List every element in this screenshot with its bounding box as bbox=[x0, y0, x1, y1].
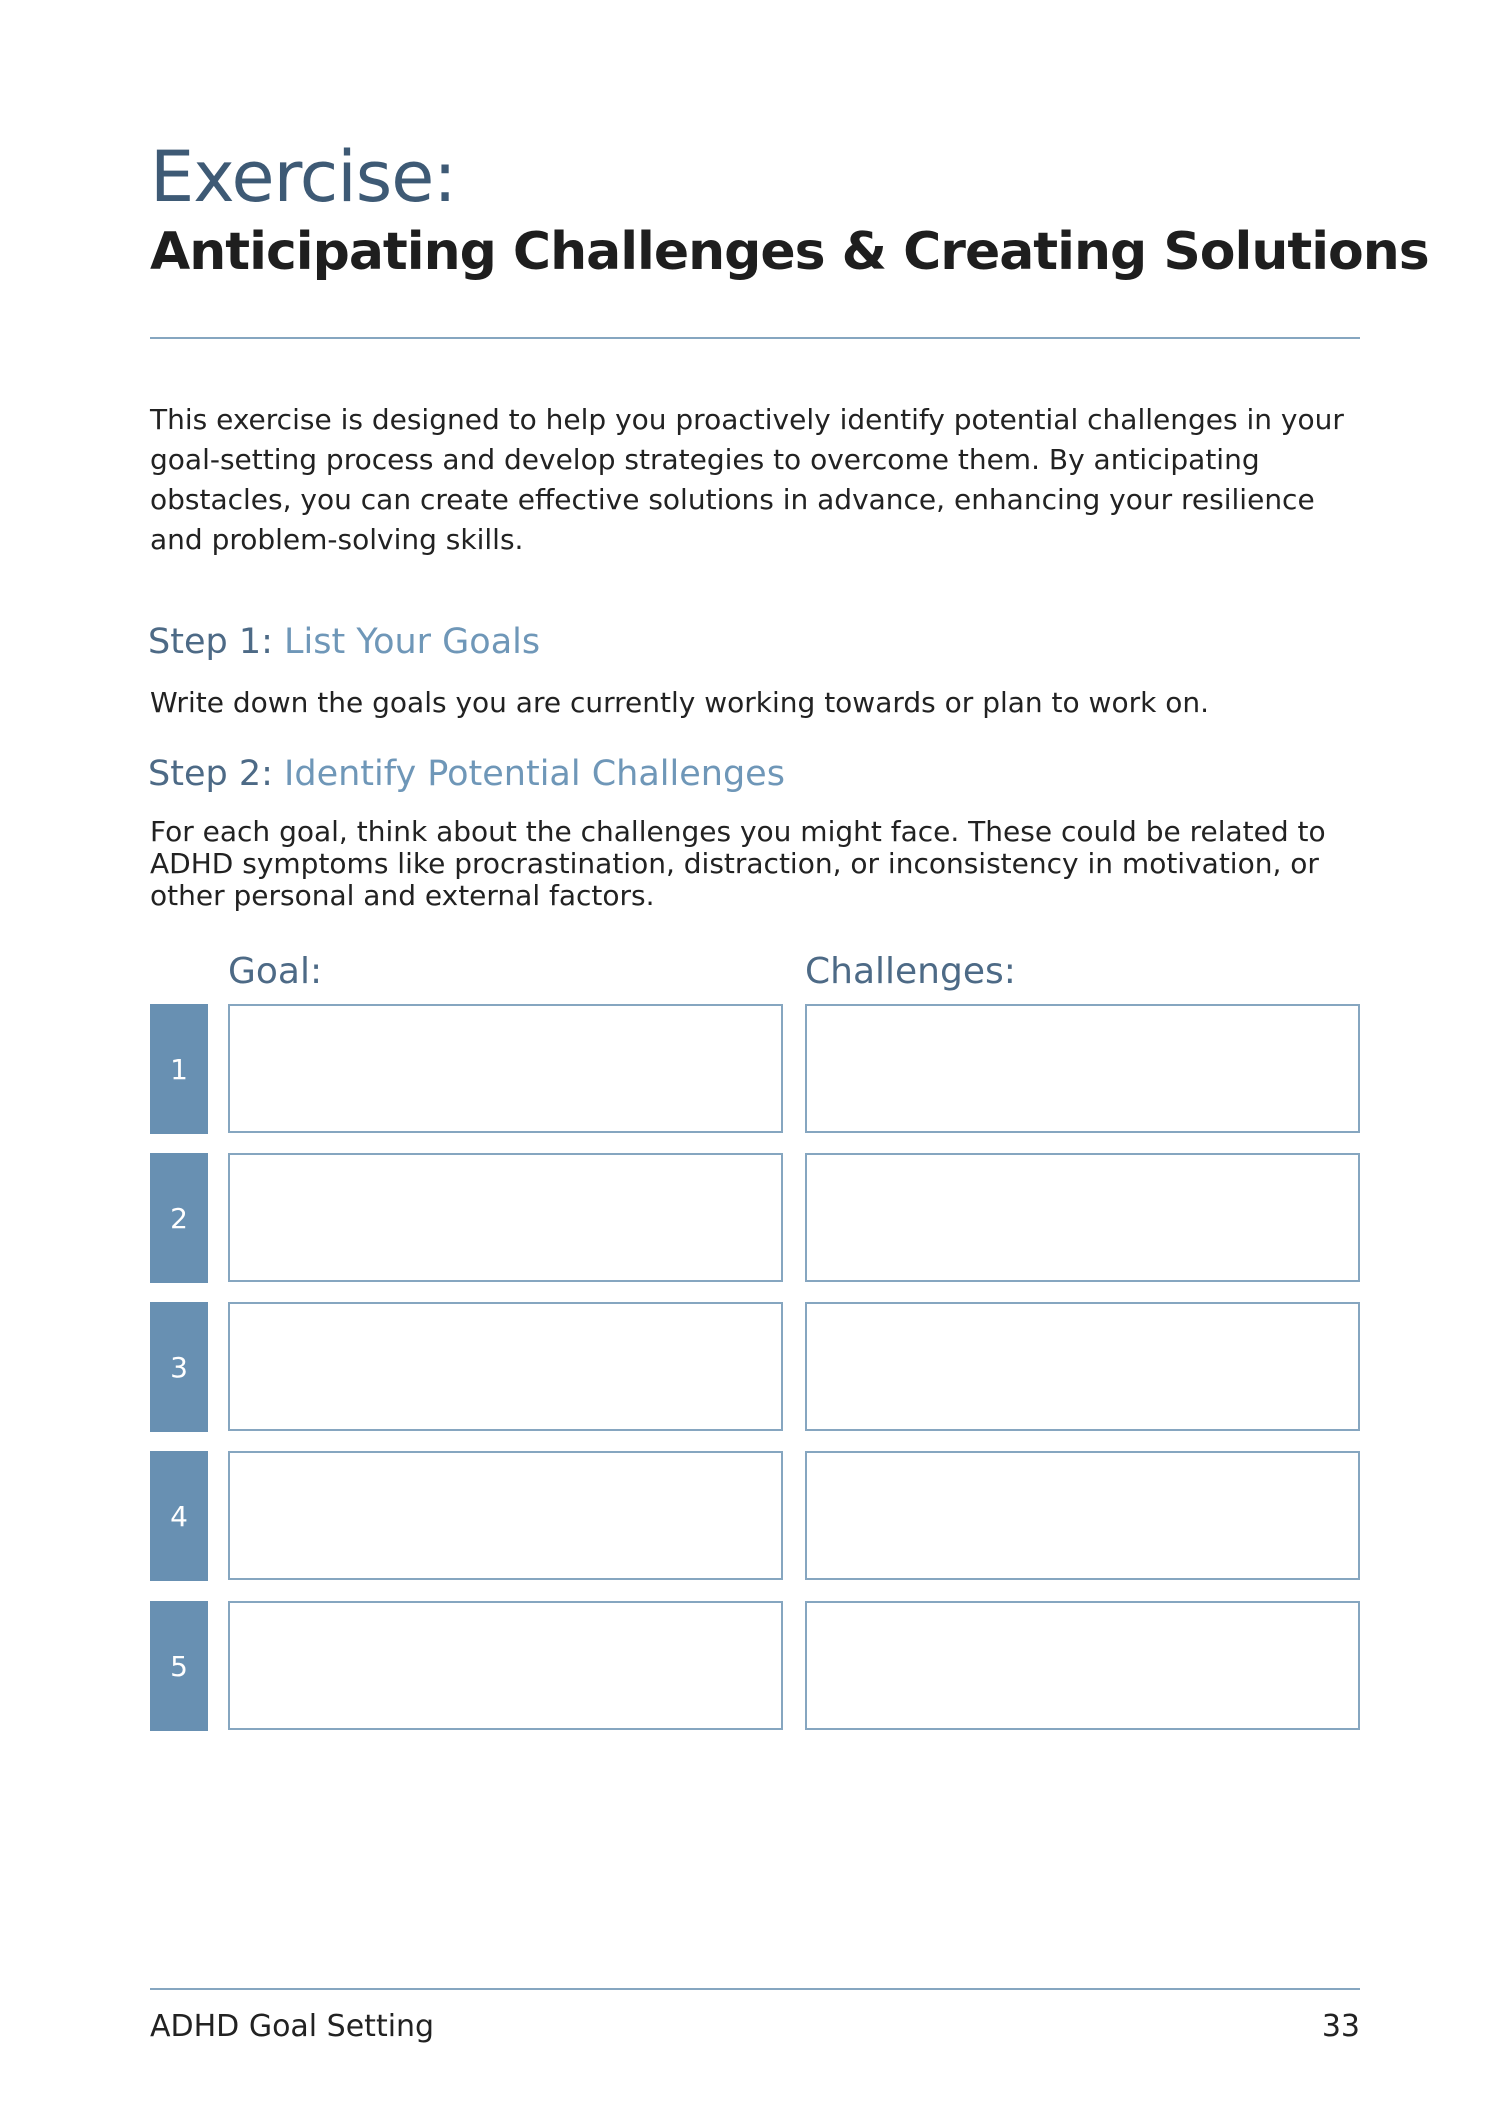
header-divider bbox=[150, 337, 1360, 339]
goal-column-header: Goal: bbox=[228, 951, 323, 992]
page-subtitle: Anticipating Challenges & Creating Solutions bbox=[150, 222, 1429, 282]
goal-field[interactable] bbox=[228, 1451, 783, 1580]
goal-field[interactable] bbox=[228, 1004, 783, 1133]
goal-field[interactable] bbox=[228, 1601, 783, 1730]
challenges-field[interactable] bbox=[805, 1153, 1360, 1282]
row-number: 3 bbox=[150, 1302, 208, 1432]
challenges-column-header: Challenges: bbox=[805, 951, 1016, 992]
row-number: 5 bbox=[150, 1601, 208, 1731]
step-1-heading bbox=[148, 622, 541, 662]
table-row bbox=[150, 1601, 1362, 1731]
table-row bbox=[150, 1302, 1362, 1432]
step-2-heading bbox=[148, 754, 785, 794]
step-1-label: Step 1: bbox=[148, 622, 273, 662]
row-number: 2 bbox=[150, 1153, 208, 1283]
table-row bbox=[150, 1004, 1362, 1134]
goal-field[interactable] bbox=[228, 1153, 783, 1282]
page-number: 33 bbox=[1321, 2009, 1360, 2044]
challenges-field[interactable] bbox=[805, 1004, 1360, 1133]
step-1-title: List Your Goals bbox=[284, 622, 541, 662]
step-2-text: For each goal, think about the challenges you might face. These could be related to ADHD symptoms like procrastination, distraction, or inconsistency in motivation, or other personal and external factors. bbox=[150, 815, 1326, 912]
row-number: 4 bbox=[150, 1451, 208, 1581]
intro-paragraph: This exercise is designed to help you proactively identify potential challenges in your goal-setting process and develop strategies to overcome them. By anticipating obstacles, you can create effective solutions in advance, enhancing your resilience and problem-solving skills. bbox=[150, 403, 1344, 556]
footer-book-title: ADHD Goal Setting bbox=[150, 2009, 435, 2044]
table-row bbox=[150, 1153, 1362, 1283]
challenges-field[interactable] bbox=[805, 1302, 1360, 1431]
step-1-text: Write down the goals you are currently working towards or plan to work on. bbox=[150, 686, 1209, 719]
challenges-field[interactable] bbox=[805, 1601, 1360, 1730]
challenges-field[interactable] bbox=[805, 1451, 1360, 1580]
step-2-label: Step 2: bbox=[148, 754, 273, 794]
row-number: 1 bbox=[150, 1004, 208, 1134]
table-row bbox=[150, 1451, 1362, 1581]
step-2-title: Identify Potential Challenges bbox=[284, 754, 785, 794]
goal-field[interactable] bbox=[228, 1302, 783, 1431]
footer-divider bbox=[150, 1988, 1360, 1990]
page-title: Exercise: bbox=[150, 136, 456, 218]
